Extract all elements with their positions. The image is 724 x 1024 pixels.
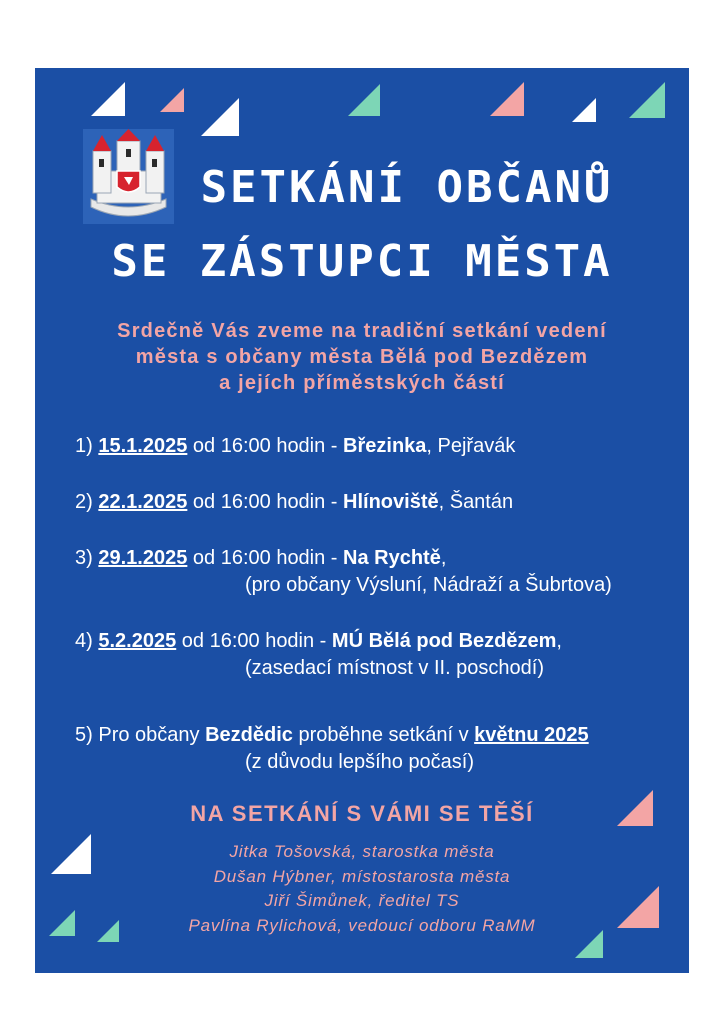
meeting-prefix: Pro občany — [98, 724, 200, 746]
meeting-item — [75, 628, 695, 682]
meeting-date: 22.1.2025 — [98, 491, 188, 513]
decor-triangle — [160, 88, 184, 112]
meeting-number: 2) — [75, 491, 93, 513]
meeting-place-extra: , Šantán — [438, 491, 514, 513]
meeting-time: od 16:00 hodin - — [192, 435, 338, 457]
invitation-poster — [35, 68, 689, 973]
meeting-number: 4) — [75, 630, 93, 652]
invitation-text — [35, 318, 689, 396]
decor-triangle — [629, 82, 665, 118]
decor-triangle — [348, 84, 380, 116]
meeting-place: Březinka — [343, 435, 427, 457]
meeting-place: Hlínoviště — [343, 491, 439, 513]
hosts-list — [35, 840, 689, 938]
meeting-number: 1) — [75, 435, 93, 457]
meeting-number: 5) — [75, 724, 93, 746]
decor-triangle — [490, 82, 524, 116]
page-title-line-2: SE ZÁSTUPCI MĚSTA — [111, 236, 613, 287]
meeting-item — [75, 722, 695, 776]
host-line: Jitka Tošovská, starostka města — [229, 842, 495, 861]
host-line: Jiří Šimůnek, ředitel TS — [264, 891, 460, 910]
meeting-time: od 16:00 hodin - — [192, 547, 338, 569]
decor-triangle — [201, 98, 239, 136]
meeting-item — [75, 489, 695, 516]
meeting-date: 15.1.2025 — [98, 435, 188, 457]
host-line: Pavlína Rylichová, vedoucí odboru RaMM — [188, 915, 536, 935]
meeting-place-extra: , — [440, 547, 447, 569]
meeting-middle-text: proběhne setkání v — [298, 724, 469, 746]
meeting-time: od 16:00 hodin - — [181, 630, 327, 652]
meeting-date: 5.2.2025 — [98, 630, 177, 652]
meeting-date: květnu 2025 — [474, 724, 589, 746]
meeting-place: Bezdědic — [205, 724, 293, 746]
meeting-note: (z důvodu lepšího počasí) — [245, 751, 475, 773]
intro-line: města s občany města Bělá pod Bezdězem — [135, 346, 589, 368]
meeting-date: 29.1.2025 — [98, 547, 188, 569]
meeting-note: (pro občany Výsluní, Nádraží a Šubrtova) — [245, 574, 612, 596]
meeting-item — [75, 433, 695, 460]
meeting-time: od 16:00 hodin - — [192, 491, 338, 513]
meeting-place: MÚ Bělá pod Bezdězem — [331, 630, 557, 652]
decor-triangle — [91, 82, 125, 116]
intro-line: a jejích příměstských částí — [219, 372, 505, 394]
meeting-item — [75, 545, 695, 599]
meeting-note: (zasedací místnost v II. poschodí) — [245, 657, 545, 679]
meeting-place-extra: , — [556, 630, 562, 652]
decor-triangle — [572, 98, 596, 122]
meeting-place: Na Rychtě — [343, 547, 441, 569]
closing-heading: NA SETKÁNÍ S VÁMI SE TĚŠÍ — [190, 801, 534, 826]
page-title-line-1: SETKÁNÍ OBČANŮ — [200, 162, 614, 213]
host-line: Dušan Hýbner, místostarosta města — [213, 866, 511, 886]
intro-line: Srdečně Vás zveme na tradiční setkání vedení — [117, 320, 607, 342]
meeting-place-extra: , Pejřavák — [426, 435, 516, 457]
meeting-number: 3) — [75, 547, 93, 569]
